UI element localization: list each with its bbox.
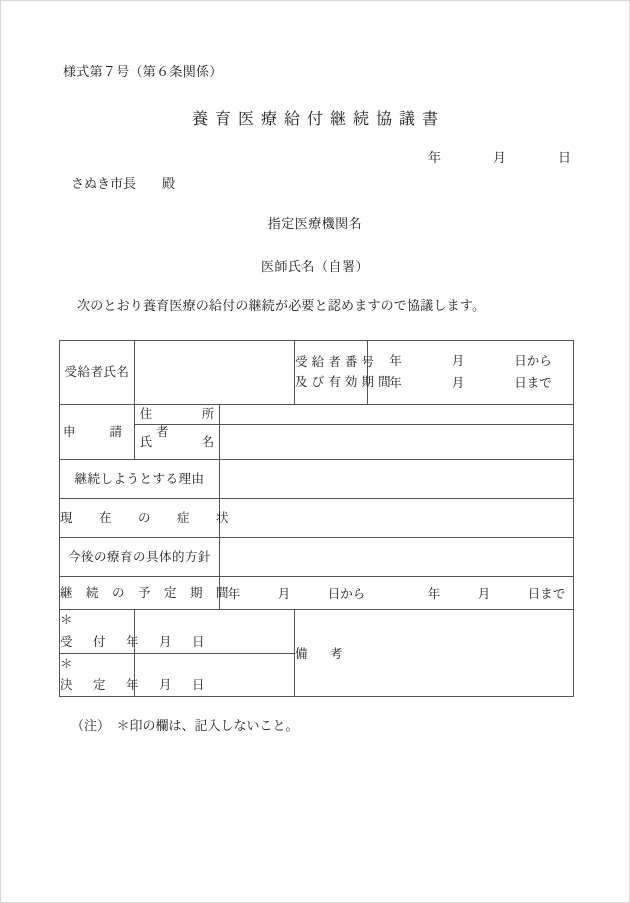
- decision-date-star: ＊: [60, 656, 73, 671]
- reason-label: 継続しようとする理由: [60, 460, 220, 499]
- recipient-number-label-line1: 受 給 者 番 号: [295, 355, 375, 370]
- recipient-name-value[interactable]: [135, 341, 295, 405]
- future-policy-value[interactable]: [220, 538, 574, 577]
- current-symptoms-value[interactable]: [220, 499, 574, 538]
- applicant-address-label: 住 所: [135, 405, 220, 425]
- table-row-reason: [60, 460, 574, 499]
- remarks-cell[interactable]: [295, 610, 574, 697]
- decision-date-label-text: 決 定 年 月 日: [60, 678, 209, 693]
- validity-period-value[interactable]: [368, 341, 574, 405]
- application-form-table: [59, 340, 574, 697]
- table-row-reception-date: [60, 610, 574, 654]
- validity-period-line2: 年 月 日まで: [389, 375, 552, 390]
- applicant-name-label: 氏 名: [135, 425, 220, 460]
- date-line: 年 月 日: [427, 150, 571, 165]
- reception-date-label: [60, 610, 209, 654]
- future-policy-label: 今後の療育の具体的方針: [60, 538, 220, 577]
- footnote: （注） ＊印の欄は、記入しないこと。: [71, 718, 299, 733]
- remarks-label: 備 考: [295, 647, 348, 662]
- lead-statement: 次のとおり養育医療の給付の継続が必要と認めますので協議します。: [77, 298, 486, 313]
- recipient-name-label: 受給者氏名: [60, 341, 135, 405]
- table-row-future-policy: [60, 538, 574, 577]
- applicant-name-value[interactable]: [220, 425, 574, 460]
- reception-date-label-text: 受 付 年 月 日: [60, 634, 209, 649]
- reception-date-star: ＊: [60, 613, 73, 628]
- table-row-applicant-address: [60, 405, 574, 425]
- decision-date-label: [60, 653, 209, 697]
- planned-period-label: 継 続 の 予 定 期 間: [60, 577, 220, 610]
- table-row-recipient: [60, 341, 574, 405]
- recipient-number-label-line2: 及 び 有 効 期 間: [295, 374, 392, 389]
- validity-period-line1: 年 月 日から: [389, 354, 552, 369]
- table-row-current-symptoms: [60, 499, 574, 538]
- applicant-address-value[interactable]: [220, 405, 574, 425]
- table-row-planned-period: [60, 577, 574, 610]
- applicant-label: 申 請 者: [60, 405, 135, 460]
- recipient-number-label: [295, 341, 392, 405]
- planned-period-value[interactable]: 年 月 日から 年 月 日まで: [220, 577, 574, 610]
- current-symptoms-label: 現 在 の 症 状: [60, 499, 220, 538]
- institution-name-label: 指定医療機関名: [267, 216, 363, 231]
- page-title: 養育医療給付継続協議書: [191, 111, 445, 128]
- reason-value[interactable]: [220, 460, 574, 499]
- form-code: 様式第７号（第６条関係）: [63, 64, 223, 79]
- doctor-name-label: 医師氏名（自署）: [260, 259, 369, 274]
- addressee-line: さぬき市長 殿: [71, 176, 176, 191]
